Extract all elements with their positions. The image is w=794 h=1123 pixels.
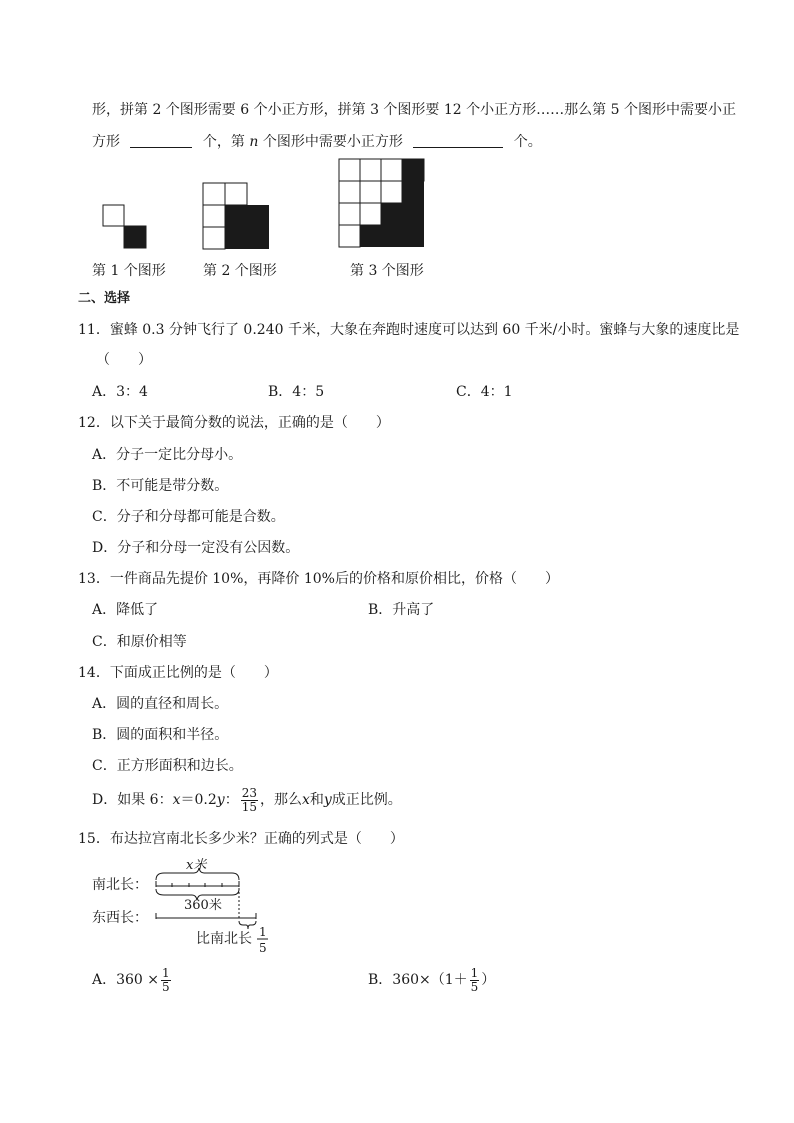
q14-option-c[interactable]: C．正方形面积和边长。 (92, 758, 243, 774)
q14-d-text-a: D．如果 6： (92, 792, 173, 808)
figure-2-black-square (225, 205, 269, 249)
ns-label: 南北长： (92, 877, 148, 893)
q14-d-text-d: ，那么 (259, 792, 302, 808)
figure-1-black-square (124, 226, 146, 248)
q13-option-a[interactable]: A．降低了 (92, 602, 159, 618)
intro-text-a: 方形 (92, 134, 120, 150)
q14-option-d[interactable] (92, 783, 402, 817)
figure-1-label: 第 1 个图形 (92, 263, 166, 279)
intro-line-1: 形，拼第 2 个图形需要 6 个小正方形，拼第 3 个图形要 12 个小正方形……那么第 5 个图形中需要小正 (92, 102, 736, 118)
compare-frac-den: 5 (259, 941, 267, 955)
q14-option-a[interactable]: A．圆的直径和周长。 (92, 696, 229, 712)
q12-option-a[interactable]: A．分子一定比分母小。 (92, 447, 243, 463)
figure-1-white-square (103, 205, 124, 226)
q15-line-diagram (92, 856, 292, 956)
section-title: 二、选择 (78, 291, 131, 306)
q15-a-text: A．360 × (92, 972, 160, 988)
q14-d-var-x2: x (301, 792, 310, 808)
q15-option-a[interactable] (92, 963, 173, 997)
q15-stem: 15．布达拉宫南北长多少米？正确的列式是（ ） (78, 831, 404, 847)
q14-d-text-c: ： (224, 792, 239, 808)
q14-d-text-e: 和 (309, 792, 324, 808)
q14-d-fraction-numerator: 23 (241, 785, 257, 800)
q15-b-fraction (470, 967, 480, 994)
q14-d-fraction (241, 787, 258, 814)
extra-brace (239, 921, 256, 929)
q14-stem: 14．下面成正比例的是（ ） (78, 665, 278, 681)
q15-b-text: B．360×（1＋ (368, 972, 468, 988)
q12-option-b[interactable]: B．不可能是带分数。 (92, 478, 229, 494)
figure-3-label: 第 3 个图形 (350, 263, 424, 279)
intro-text-d: 个。 (513, 134, 542, 150)
q14-option-b[interactable]: B．圆的面积和半径。 (92, 727, 229, 743)
figure-1 (102, 204, 148, 250)
q12-option-c[interactable]: C．分子和分母都可能是合数。 (92, 509, 285, 525)
len-label: 360米 (184, 898, 222, 913)
compare-frac-num: 1 (259, 925, 267, 939)
q14-d-text-f: 成正比例。 (331, 792, 402, 808)
q12-stem: 12．以下关于最简分数的说法，正确的是（ ） (78, 415, 390, 431)
intro-text-b: 个，第 (202, 134, 245, 150)
q15-b-numerator: 1 (470, 965, 479, 980)
q11-option-b[interactable]: B．4：5 (268, 384, 325, 400)
x-label: x米 (186, 858, 207, 873)
q14-d-var-y: y (216, 792, 225, 808)
q15-a-fraction (161, 967, 171, 994)
figure-3 (338, 158, 426, 248)
q15-b-close: ） (481, 972, 496, 988)
q11-option-c[interactable]: C．4：1 (456, 384, 513, 400)
q12-option-d[interactable]: D．分子和分母一定没有公因数。 (92, 540, 300, 556)
q11-paren: （ ） (96, 352, 152, 368)
figure-2-label: 第 2 个图形 (203, 263, 277, 279)
q14-d-fraction-denominator: 15 (241, 799, 257, 814)
intro-line-2 (92, 133, 542, 151)
q13-option-b[interactable]: B．升高了 (368, 602, 435, 618)
q15-a-denominator: 5 (162, 979, 170, 994)
intro-text-c: 个图形中需要小正方形 (262, 134, 403, 150)
q11-option-a[interactable]: A．3：4 (92, 384, 148, 400)
q11-stem: 11．蜜蜂 0.3 分钟飞行了 0.240 千米，大象在奔跑时速度可以达到 60 千米/小时。蜜蜂与大象的速度比是 (78, 322, 740, 338)
q15-b-denominator: 5 (470, 979, 479, 994)
answer-blank-2[interactable] (413, 133, 503, 148)
variable-n: n (249, 134, 259, 150)
q15-option-b[interactable] (368, 963, 495, 997)
figure-2 (202, 182, 270, 250)
answer-blank-1[interactable] (130, 133, 192, 148)
q14-d-var-x: x (172, 792, 181, 808)
q13-stem: 13．一件商品先提价 10%，再降价 10%后的价格和原价相比，价格（ ） (78, 571, 559, 587)
q14-d-text-b: ＝0.2 (180, 792, 217, 808)
q13-option-c[interactable]: C．和原价相等 (92, 634, 187, 650)
ew-label: 东西长： (92, 910, 148, 926)
q14-d-var-y2: y (323, 792, 332, 808)
q15-a-numerator: 1 (162, 965, 170, 980)
compare-label: 比南北长 (196, 931, 252, 947)
